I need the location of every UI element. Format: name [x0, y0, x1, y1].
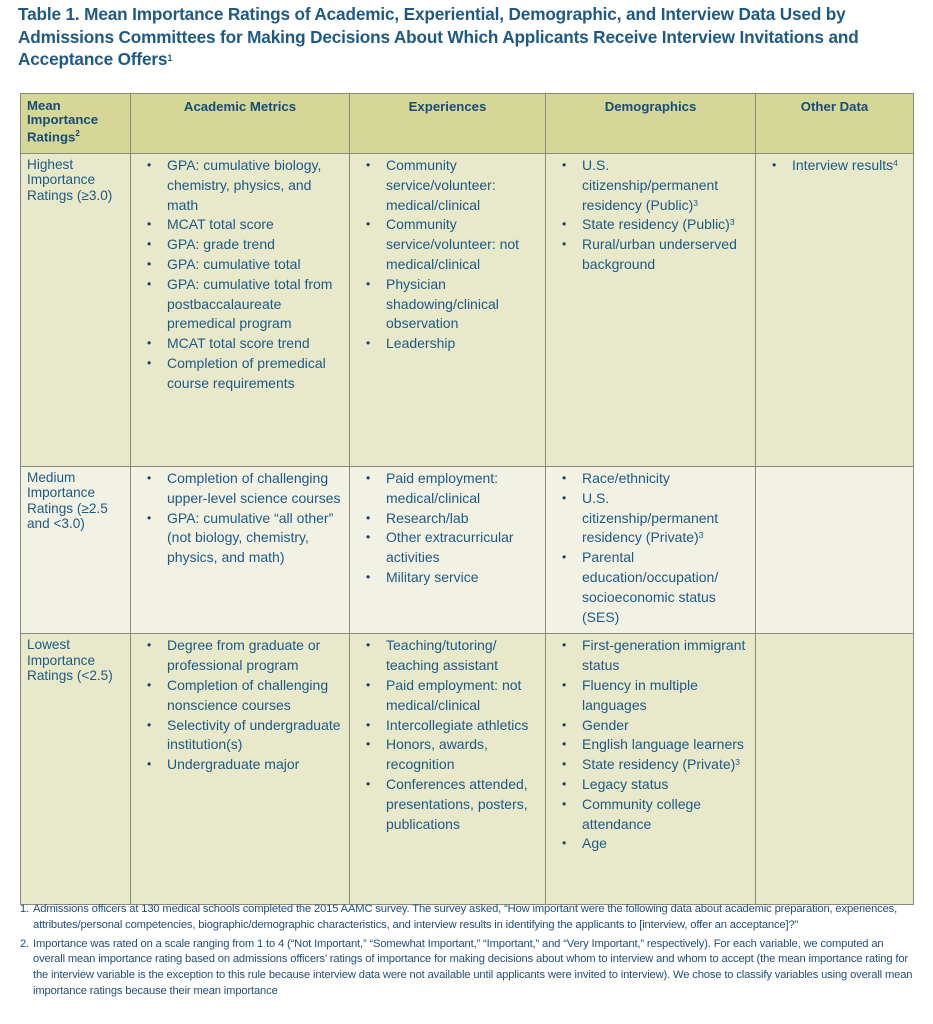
footnote-ref: 3 [729, 217, 735, 228]
list-item [560, 795, 749, 835]
list-item [364, 716, 539, 736]
list-item-text: State residency (Public) [582, 216, 730, 233]
academic-list [145, 469, 343, 568]
other-list [770, 156, 907, 176]
list-item [364, 469, 539, 509]
list-item [145, 469, 343, 509]
list-item [364, 334, 539, 354]
experiences-list [364, 469, 539, 588]
cell-other [756, 634, 914, 905]
cell-other [756, 467, 914, 634]
cell-academic [131, 154, 350, 467]
cell-academic [131, 467, 350, 634]
list-item-text: Community college attendance [582, 795, 702, 832]
list-item [560, 489, 749, 548]
footnote-number: 2. [20, 937, 30, 950]
list-item-text: Military service [386, 568, 479, 585]
list-item [145, 755, 343, 775]
list-item [560, 235, 749, 275]
list-item-text: Conferences attended, presentations, posters, publications [386, 775, 528, 832]
row-highest-importance [21, 154, 914, 467]
header-experiences: Experiences [350, 94, 546, 154]
list-item-text: Other extracurricular activities [386, 529, 514, 566]
list-item-text: GPA: cumulative “all other” (not biology, chemistry, physics, and math) [167, 509, 334, 566]
list-item [145, 255, 343, 275]
list-item-text: Physician shadowing/clinical observation [386, 275, 499, 332]
importance-ratings-table [20, 93, 914, 905]
list-item-text: MCAT total score trend [167, 335, 310, 352]
cell-other [756, 154, 914, 467]
footnote-text: Importance was rated on a scale ranging from 1 to 4 (“Not Important,” “Somewhat Important,” “Important,” and “Very Important,” respectively). For each variable, we computed an overall mean importance rating based on admissions officers’ ratings of importance for making decisions about whom to interview and whom to accept (the mean importance rating for the interview variable is the exception to this rule because interview data were not available until applicants were invited to interview). We chose to classify variables using overall mean importance ratings because their mean importance [33, 937, 913, 997]
list-item [560, 215, 749, 235]
list-item [770, 156, 907, 176]
experiences-list [364, 636, 539, 834]
rating-label: Highest Importance Ratings (≥3.0) [21, 154, 131, 467]
list-item [145, 235, 343, 255]
list-item-text: GPA: cumulative total from postbaccalaureate premedical program [167, 275, 333, 332]
list-item-text: GPA: cumulative total [167, 255, 301, 272]
list-item [560, 716, 749, 736]
list-item-text: Selectivity of undergraduate institution(s) [167, 716, 341, 753]
list-item-text: Honors, awards, recognition [386, 736, 488, 773]
demographics-list [560, 636, 749, 854]
list-item-text: Rural/urban underserved background [582, 236, 737, 272]
list-item [364, 636, 539, 676]
list-item-text: Interview results [792, 157, 894, 173]
list-item [145, 676, 343, 716]
list-item [364, 156, 539, 215]
cell-experiences [350, 634, 546, 905]
list-item-text: Paid employment: medical/clinical [386, 470, 499, 506]
list-item [145, 716, 343, 756]
list-item [364, 676, 539, 716]
list-item [560, 676, 749, 716]
list-item [145, 215, 343, 235]
list-item-text: Community service/volunteer: medical/clinical [386, 157, 496, 213]
list-item-text: GPA: grade trend [167, 236, 275, 253]
demographics-list [560, 156, 749, 275]
row-medium-importance [21, 467, 914, 634]
rating-label: Lowest Importance Ratings (<2.5) [21, 634, 131, 905]
list-item [145, 636, 343, 676]
header-demographics: Demographics [546, 94, 756, 154]
list-item-text: Degree from graduate or professional program [167, 637, 321, 674]
cell-experiences [350, 467, 546, 634]
list-item [364, 215, 539, 274]
list-item [145, 275, 343, 334]
list-item-text: Completion of premedical course requirements [167, 354, 326, 391]
cell-academic [131, 634, 350, 905]
list-item [364, 735, 539, 775]
list-item [364, 275, 539, 334]
list-item-text: MCAT total score [167, 216, 274, 233]
footnote-ref: 4 [893, 158, 898, 168]
list-item-text: GPA: cumulative biology, chemistry, physics, and math [167, 157, 322, 213]
table-header-row [21, 94, 914, 154]
list-item [145, 354, 343, 394]
list-item [145, 334, 343, 354]
list-item [560, 469, 749, 489]
row-lowest-importance [21, 634, 914, 905]
footnote-number: 1. [20, 903, 30, 915]
header-other: Other Data [756, 94, 914, 154]
footnotes [20, 902, 913, 1003]
academic-list [145, 636, 343, 775]
footnote-ref: 3 [698, 530, 704, 541]
list-item-text: Community service/volunteer: not medical/clinical [386, 216, 520, 272]
list-item [560, 834, 749, 854]
list-item [145, 156, 343, 215]
rating-label: Medium Importance Ratings (≥2.5 and <3.0) [21, 467, 131, 634]
list-item-text: Leadership [386, 335, 456, 352]
academic-list [145, 156, 343, 394]
list-item [560, 755, 749, 775]
experiences-list [364, 156, 539, 354]
list-item-text: U.S. citizenship/permanent residency (Public) [582, 157, 719, 213]
list-item-text: Age [582, 835, 607, 852]
list-item-text: State residency (Private) [582, 756, 736, 773]
list-item-text: Teaching/tutoring/ teaching assistant [386, 637, 499, 674]
list-item [560, 735, 749, 755]
cell-demographics [546, 154, 756, 467]
list-item-text: Race/ethnicity [582, 470, 670, 486]
list-item [560, 548, 749, 627]
footnote-2 [20, 937, 913, 1000]
cell-experiences [350, 154, 546, 467]
footnote-1 [20, 902, 913, 934]
header-rating: Mean Importance Ratings$^2$ [21, 94, 131, 154]
cell-demographics [546, 467, 756, 634]
list-item [364, 775, 539, 834]
footnote-ref: 3 [693, 197, 698, 208]
list-item-text: Parental education/occupation/ socioeconomic status (SES) [582, 549, 719, 625]
list-item-text: Completion of challenging upper-level science courses [167, 470, 341, 506]
list-item [560, 775, 749, 795]
footnote-ref: 1 [167, 53, 173, 63]
list-item [364, 528, 539, 568]
cell-demographics [546, 634, 756, 905]
list-item [145, 509, 343, 568]
footnote-text: Admissions officers at 130 medical schools completed the 2015 AAMC survey. The survey asked, “How important were the following data about academic preparation, experiences, attributes/personal competencies, biographic/demographic characteristics, and interview results in identifying the applicants to [interview, offer an acceptance]?” [33, 903, 898, 931]
demographics-list [560, 469, 749, 627]
list-item-text: Research/lab [386, 509, 469, 526]
list-item-text: Legacy status [582, 775, 669, 792]
list-item-text: Paid employment: not medical/clinical [386, 676, 522, 713]
list-item-text: Intercollegiate athletics [386, 716, 529, 733]
footnote-ref: 3 [735, 757, 741, 768]
list-item-text: First-generation immigrant status [582, 637, 746, 674]
list-item-text: English language learners [582, 736, 744, 753]
table-title: Table 1. Mean Importance Ratings of Academic, Experiential, Demographic, and Interview Data Used by Admissions Committees for Making Decisions About Which Applicants Receive Interview Invitations and Acceptance Offers$^1$ [18, 4, 859, 69]
list-item [364, 568, 539, 588]
list-item-text: Gender [582, 716, 629, 733]
list-item-text: Undergraduate major [167, 756, 300, 773]
list-item [560, 156, 749, 215]
list-item-text: Fluency in multiple languages [582, 676, 698, 713]
list-item [364, 509, 539, 529]
list-item-text: Completion of challenging nonscience courses [167, 676, 329, 713]
list-item [560, 636, 749, 676]
list-item-text: U.S. citizenship/permanent residency (Private) [582, 489, 719, 546]
header-academic: Academic Metrics [131, 94, 350, 154]
